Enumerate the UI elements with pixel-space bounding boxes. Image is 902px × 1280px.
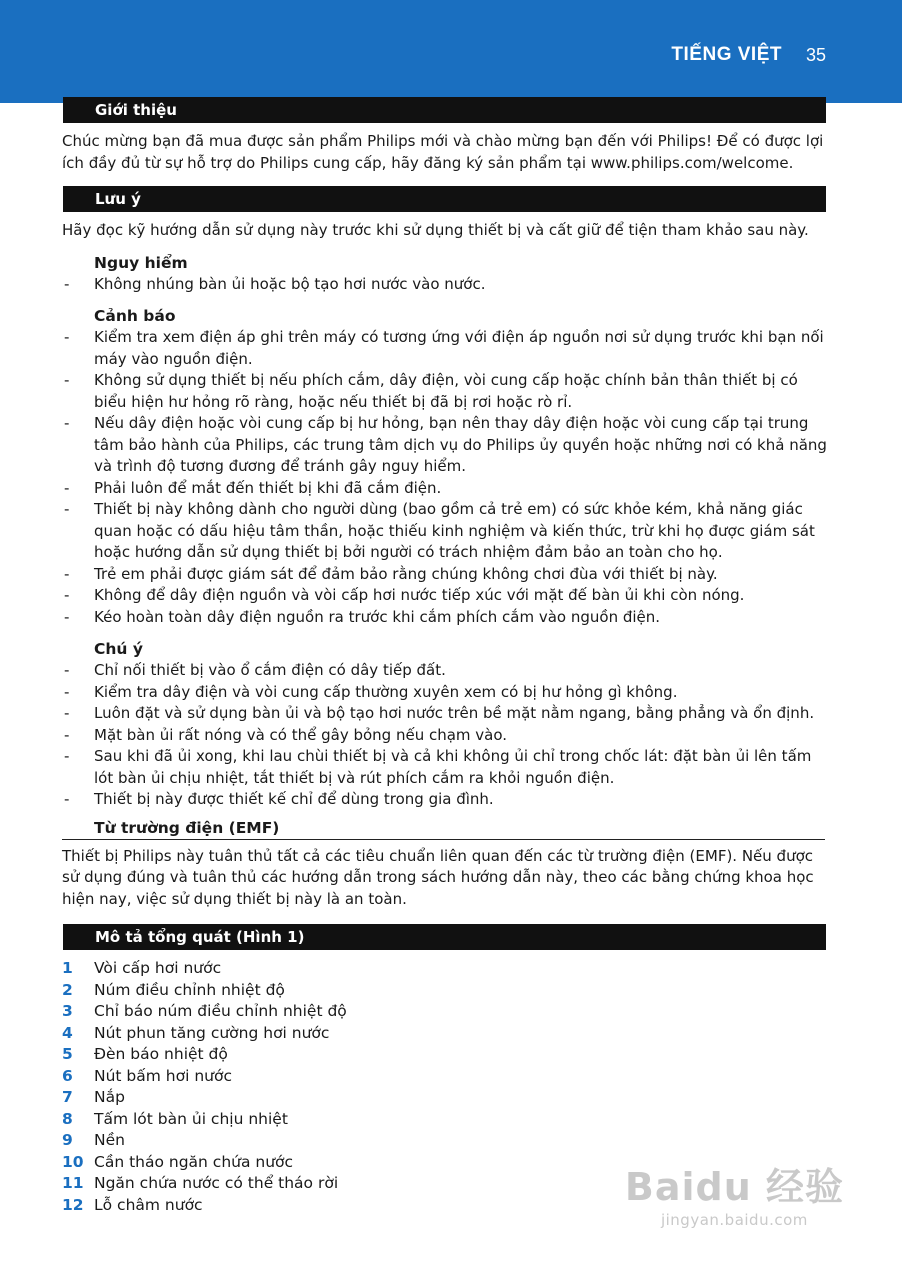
baidu-watermark (625, 1156, 844, 1229)
list-item: - Kéo hoàn toàn dây điện nguồn ra trước khi cắm phích cắm vào nguồn điện. (64, 607, 661, 626)
list-item: 7 Nắp (62, 1088, 125, 1106)
list-item: 11 Ngăn chứa nước có thể tháo rời (62, 1174, 339, 1192)
note-text: Hãy đọc kỹ hướng dẫn sử dụng này trước khi sử dụng thiết bị và cất giữ để tiện tham khảo sau này. (62, 221, 809, 239)
list-item: 2 Núm điều chỉnh nhiệt độ (62, 980, 285, 999)
list-item: 8 Tấm lót bàn ủi chịu nhiệt (62, 1109, 288, 1128)
danger-list (62, 274, 830, 296)
list-item: 5 Đèn báo nhiệt độ (62, 1045, 228, 1063)
watermark-site: jingyan.baidu.com (660, 1211, 808, 1229)
list-item: - Phải luôn để mắt đến thiết bị khi đã cắm điện. (64, 478, 442, 497)
list-item: 9 Nền (62, 1131, 125, 1149)
warning-list (62, 327, 830, 628)
list-item: - Không sử dụng thiết bị nếu phích cắm, dây điện, vòi cung cấp hoặc chính bản thân thiết bị có biểu hiện hư hỏng rõ ràng, hoặc nếu thiết bị đã bị rơi hoặc rò rỉ. (64, 371, 798, 411)
list-item: - Trẻ em phải được giám sát để đảm bảo rằng chúng không chơi đùa với thiết bị này. (64, 564, 718, 583)
list-item: - Thiết bị này được thiết kế chỉ để dùng trong gia đình. (64, 790, 494, 808)
list-item: - Chỉ nối thiết bị vào ổ cắm điện có dây tiếp đất. (64, 661, 446, 679)
language-title: TIẾNG VIỆT (671, 44, 782, 65)
list-item: 10 Cần tháo ngăn chứa nước (62, 1152, 294, 1171)
section-heading-intro: Giới thiệu (63, 97, 826, 123)
list-item: - Luôn đặt và sử dụng bàn ủi và bộ tạo hơi nước trên bề mặt nằm ngang, bằng phẳng và ổn định. (64, 704, 815, 722)
list-item: - Mặt bàn ủi rất nóng và có thể gây bỏng nếu chạm vào. (64, 725, 508, 744)
list-item: 4 Nút phun tăng cường hơi nước (62, 1023, 330, 1042)
page-content (62, 97, 830, 1216)
emf-text: Thiết bị Philips này tuân thủ tất cả các tiêu chuẩn liên quan đến các từ trường điện (EMF). Nếu được sử dụng đúng và tuân thủ các hướng dẫn trong sách hướng dẫn này, theo các bằng chứng khoa học hiện nay, việc sử dụng thiết bị này là an toàn. (62, 846, 814, 908)
caution-list (62, 660, 830, 811)
danger-title: Nguy hiểm (94, 253, 188, 272)
list-item: - Sau khi đã ủi xong, khi lau chùi thiết bị và cả khi không ủi chỉ trong chốc lát: đặt bàn ủi lên tấm lót bàn ủi chịu nhiệt, tắt thiết bị và rút phích cắm ra khỏi nguồn điện. (64, 747, 812, 787)
list-item: - Kiểm tra xem điện áp ghi trên máy có tương ứng với điện áp nguồn nơi sử dụng trước khi bạn nối máy vào nguồn điện. (64, 328, 824, 368)
list-item: - Không nhúng bàn ủi hoặc bộ tạo hơi nước vào nước. (64, 274, 486, 293)
list-item: - Không để dây điện nguồn và vòi cấp hơi nước tiếp xúc với mặt đế bàn ủi khi còn nóng. (64, 586, 745, 604)
intro-text: Chúc mừng bạn đã mua được sản phẩm Philips mới và chào mừng bạn đến với Philips! Để có được lợi ích đầy đủ từ sự hỗ trợ do Philips cung cấp, hãy đăng ký sản phẩm tại www.philips.com/welcome. (62, 132, 824, 172)
header-bar (0, 0, 902, 103)
caution-title: Chú ý (94, 640, 143, 658)
emf-title: Từ trường điện (EMF) (62, 817, 825, 840)
list-item: - Thiết bị này không dành cho người dùng (bao gồm cả trẻ em) có sức khỏe kém, khả năng giác quan hoặc có dấu hiệu tâm thần, hoặc thiếu kinh nghiệm và kiến thức, trừ khi họ được giám sát hoặc hướng dẫn sử dụng thiết bị bởi người có trách nhiệm đảm bảo an toàn cho họ. (64, 500, 815, 561)
warning-title: Cảnh báo (94, 307, 176, 325)
list-item: - Kiểm tra dây điện và vòi cung cấp thường xuyên xem có bị hư hỏng gì không. (64, 682, 678, 701)
list-item: 1 Vòi cấp hơi nước (62, 959, 222, 977)
section-heading-note: Lưu ý (63, 186, 826, 212)
list-item: 6 Nút bấm hơi nước (62, 1066, 232, 1085)
watermark-brand: Baidu 经验 (624, 1165, 844, 1209)
list-item: 12 Lỗ châm nước (62, 1195, 203, 1214)
page-number: 35 (805, 45, 826, 65)
list-item: 3 Chỉ báo núm điều chỉnh nhiệt độ (62, 1002, 347, 1020)
section-heading-overview: Mô tả tổng quát (Hình 1) (63, 924, 826, 950)
list-item: - Nếu dây điện hoặc vòi cung cấp bị hư hỏng, bạn nên thay dây điện hoặc vòi cung cấp tại trung tâm bảo hành của Philips, các trung tâm dịch vụ do Philips ủy quyền hoặc những nơi có khả năng và trình độ tương đương để tránh gây nguy hiểm. (64, 414, 827, 475)
